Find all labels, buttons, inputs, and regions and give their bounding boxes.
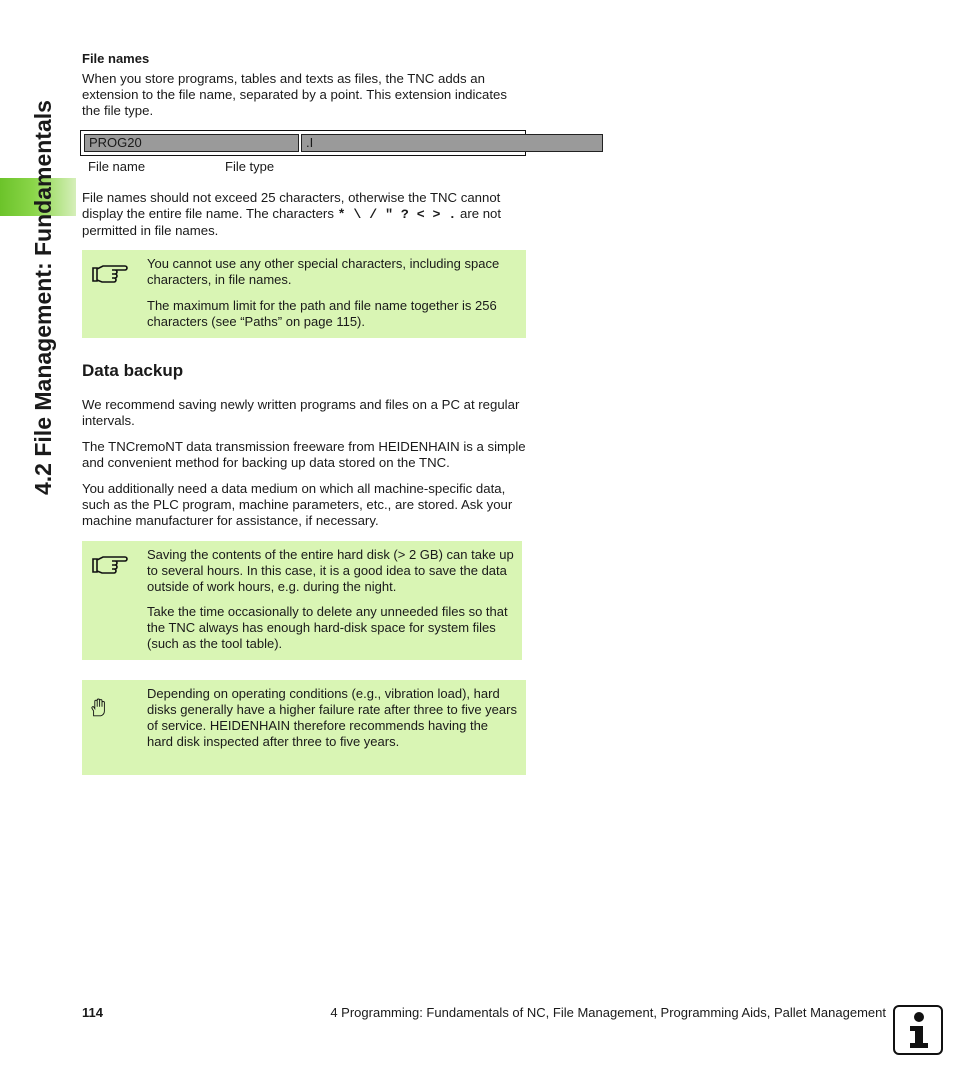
note-box-hard-disk-backup (82, 541, 522, 660)
data-backup-paragraph-3: You additionally need a data medium on which all machine-specific data, such as the PLC program, machine parameters, etc., are stored. Ask your machine manufacturer for assistance, if necessary. (82, 481, 513, 528)
file-names-heading: File names (82, 51, 150, 66)
page-number: 114 (82, 1005, 103, 1020)
note3-text-1: Depending on operating conditions (e.g., vibration load), hard disks generally have a higher failure rate after three to five years of service. HEIDENHAIN therefore recommends having the hard disk inspected after three to five years. (147, 686, 517, 749)
file-names-intro: When you store programs, tables and texts as files, the TNC adds an extension to the file name, separated by a point. This extension indicates the file type. (82, 71, 507, 118)
note2-text-1: Saving the contents of the entire hard disk (> 2 GB) can take up to several hours. In this case, it is a good idea to save the data outside of work hours, e.g. during the night. (147, 547, 514, 594)
note-box-hard-disk-warning (82, 680, 526, 775)
file-name-diagram (80, 130, 526, 156)
note1-text-1: You cannot use any other special characters, including space characters, in file names. (147, 256, 500, 287)
note1-text-2: The maximum limit for the path and file name together is 256 characters (see “Paths” on page 115). (147, 298, 497, 329)
data-backup-paragraph-2: The TNCremoNT data transmission freeware from HEIDENHAIN is a simple and convenient method for backing up data stored on the TNC. (82, 439, 526, 470)
forbidden-characters: * \ / " ? < > . (337, 207, 457, 222)
file-type-label: File type (225, 159, 275, 174)
info-icon (893, 1005, 943, 1055)
data-backup-heading: Data backup (82, 361, 184, 380)
file-type-cell: .I (301, 134, 603, 152)
raised-hand-icon (90, 692, 114, 724)
limit-text: File names should not exceed 25 characters, otherwise the TNC cannot display the entire file name. The characters (82, 190, 501, 221)
limit-text-end: are not permitted in file names. (82, 206, 502, 238)
chapter-footer: 4 Programming: Fundamentals of NC, File Management, Programming Aids, Pallet Management (330, 1005, 886, 1020)
file-name-label: File name (88, 159, 146, 174)
data-backup-paragraph-1: We recommend saving newly written programs and files on a PC at regular intervals. (82, 397, 520, 428)
file-name-limit-paragraph (82, 190, 527, 239)
file-name-cell: PROG20 (84, 134, 299, 152)
note2-text-2: Take the time occasionally to delete any unneeded files so that the TNC always has enough hard-disk space for system files (such as the tool table). (147, 604, 508, 651)
note-box-special-characters (82, 250, 526, 338)
pointing-hand-icon (90, 549, 130, 579)
side-chapter-title: 4.2 File Management: Fundamentals (30, 100, 56, 495)
pointing-hand-icon (90, 258, 130, 288)
